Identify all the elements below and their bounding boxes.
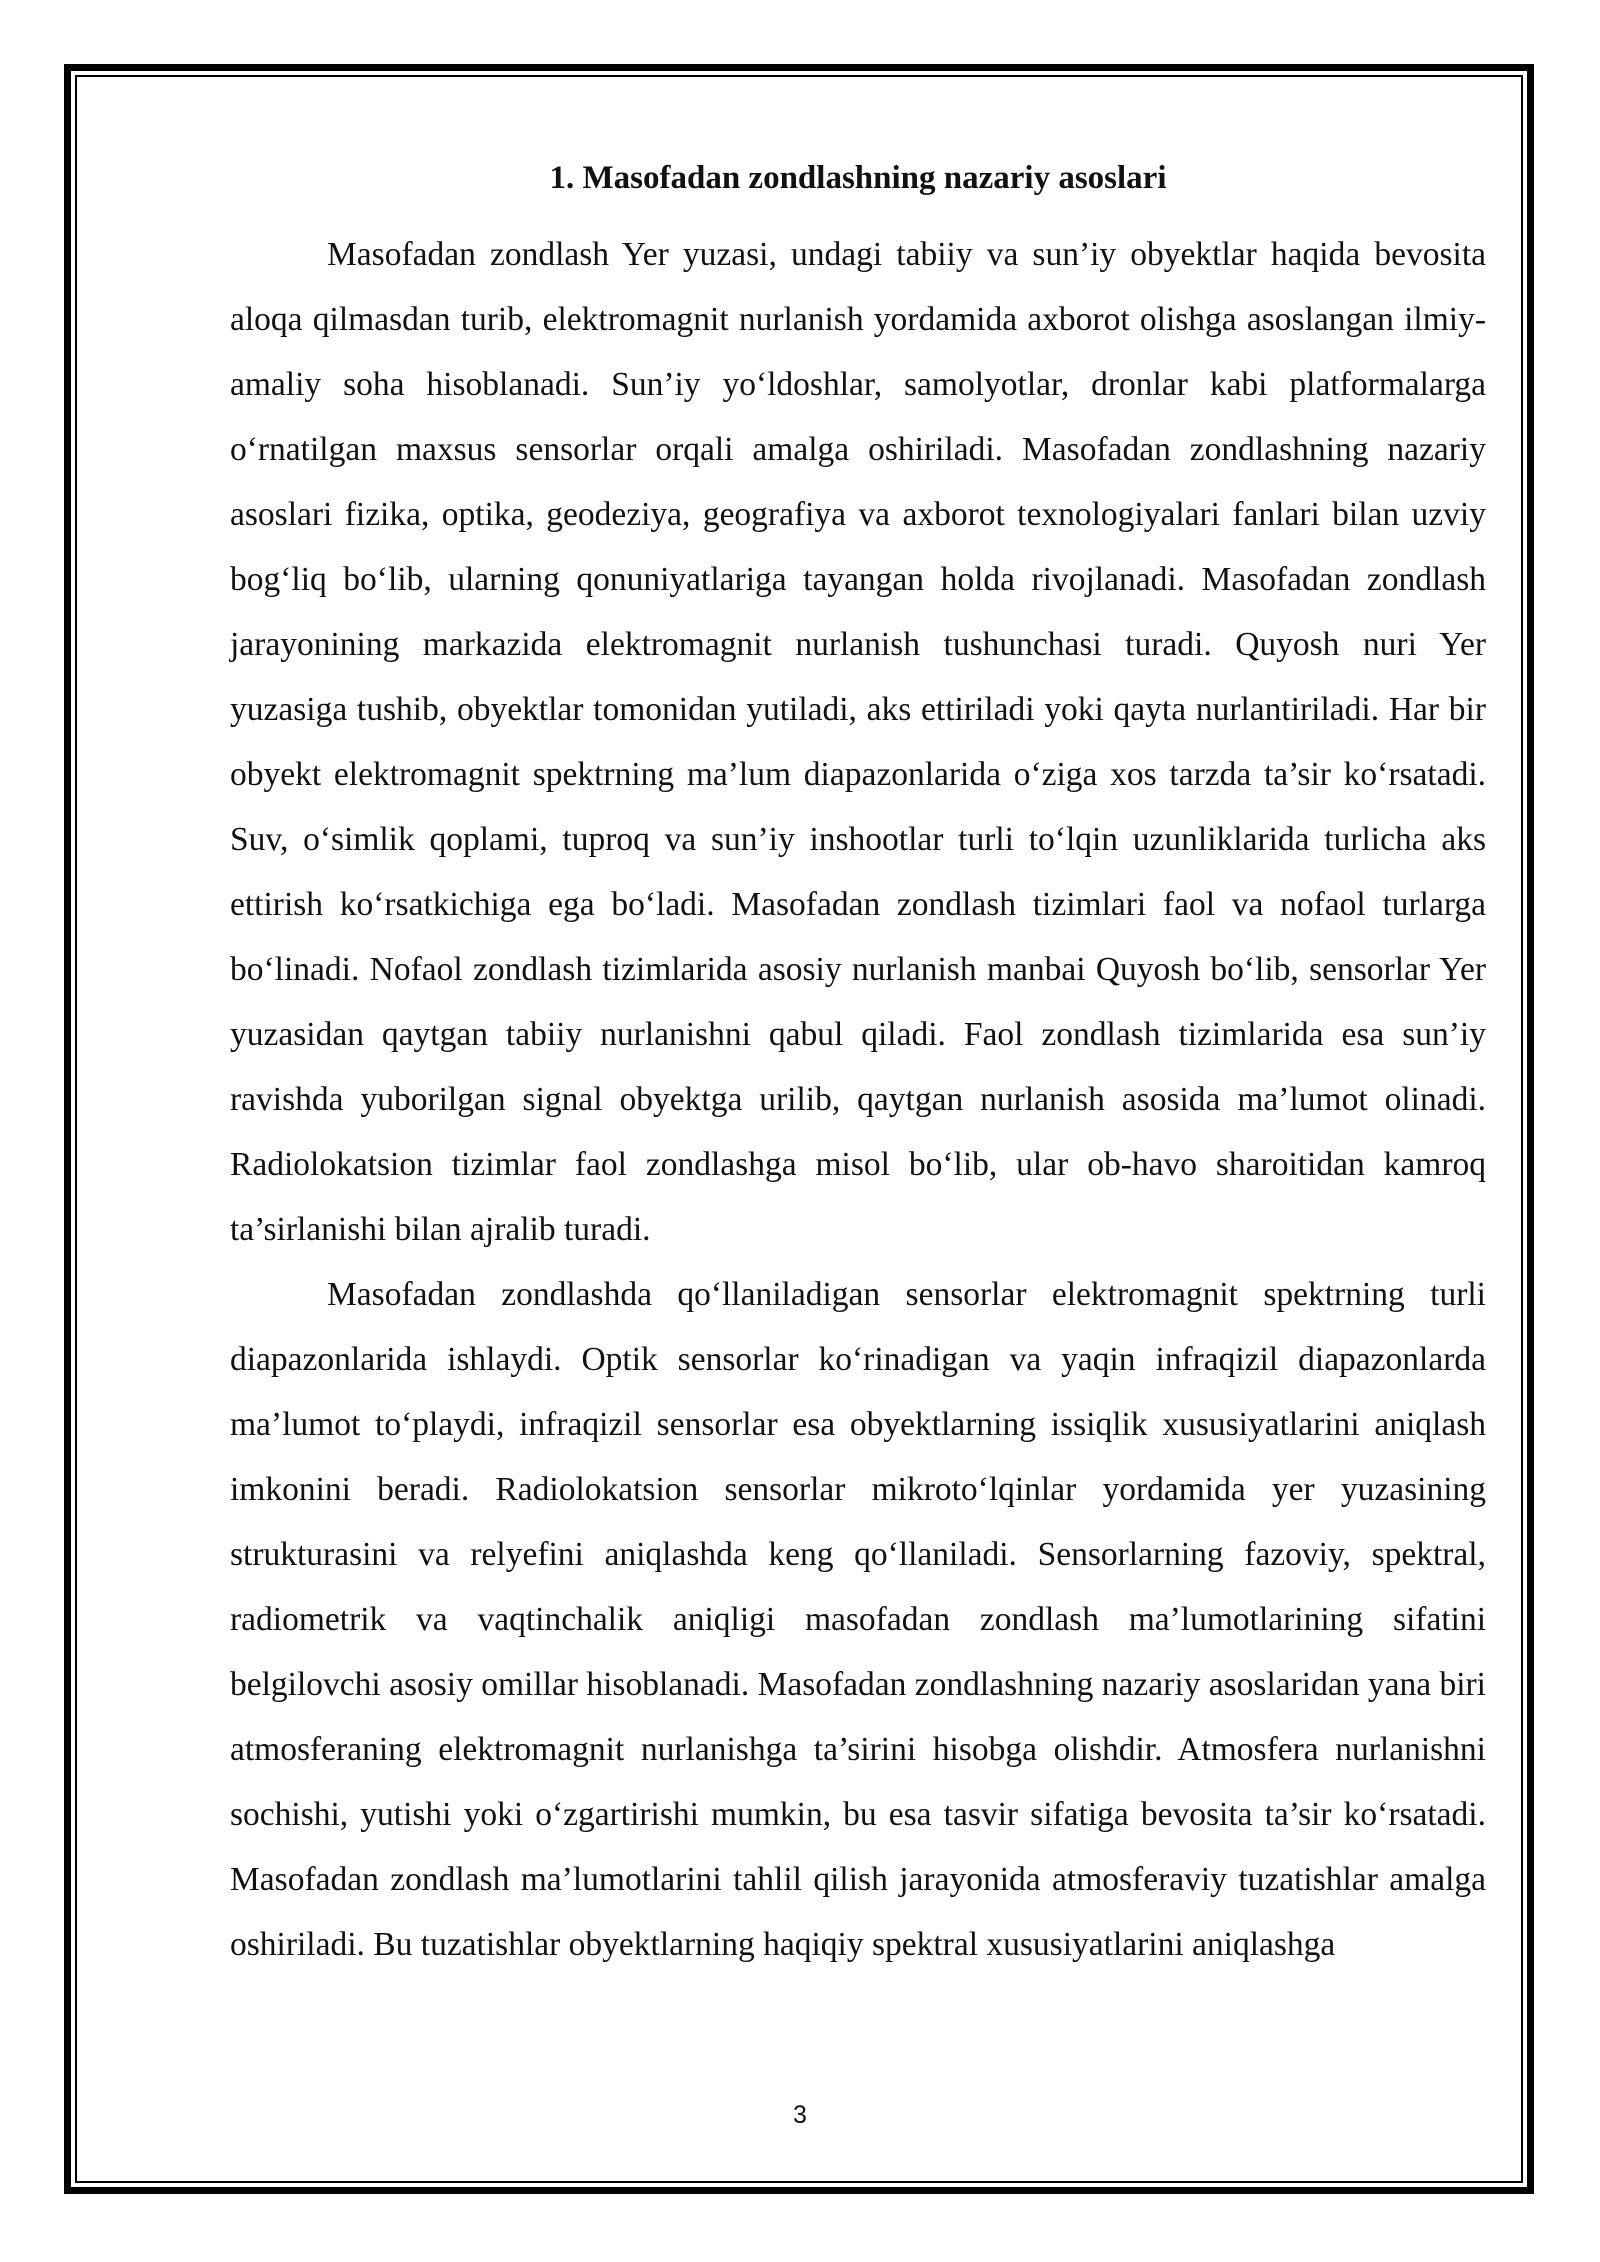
section-heading: 1. Masofadan zondlashning nazariy asoslari xyxy=(549,160,1167,196)
page-content xyxy=(230,150,1486,1977)
paragraph-2: Masofadan zondlashda qo‘llaniladigan sensorlar elektromagnit spektrning turli diapazonlarida ishlaydi. Optik sensorlar ko‘rinadigan va yaqin infraqizil diapazonlarda ma’lumot to‘playdi, infraqizil sensorlar esa obyektlarning issiqlik xususiyatlarini aniqlash imkonini beradi. Radiolokatsion sensorlar mikroto‘lqinlar yordamida yer yuzasining strukturasini va relyefini aniqlashda keng qo‘llaniladi. Sensorlarning fazoviy, spektral, radiometrik va vaqtinchalik aniqligi masofadan zondlash ma’lumotlarining sifatini belgilovchi asosiy omillar hisoblanadi. Masofadan zondlashning nazariy asoslaridan yana biri atmosferaning elektromagnit nurlanishga ta’sirini hisobga olishdir. Atmosfera nurlanishni sochishi, yutishi yoki o‘zgartirishi mumkin, bu esa tasvir sifatiga bevosita ta’sir ko‘rsatadi. Masofadan zondlash ma’lumotlarini tahlil qilish jarayonida atmosferaviy tuzatishlar amalga oshiriladi. Bu tuzatishlar obyektlarning haqiqiy spektral xususiyatlarini aniqlashga xyxy=(230,1276,1486,1963)
page-number: 3 xyxy=(793,2101,807,2129)
paragraph-1: Masofadan zondlash Yer yuzasi, undagi tabiiy va sun’iy obyektlar haqida bevosita aloqa qilmasdan turib, elektromagnit nurlanish yordamida axborot olishga asoslangan ilmiy-amaliy soha hisoblanadi. Sun’iy yo‘ldoshlar, samolyotlar, dronlar kabi platformalarga o‘rnatilgan maxsus sensorlar orqali amalga oshiriladi. Masofadan zondlashning nazariy asoslari fizika, optika, geodeziya, geografiya va axborot texnologiyalari fanlari bilan uzviy bog‘liq bo‘lib, ularning qonuniyatlariga tayangan holda rivojlanadi. Masofadan zondlash jarayonining markazida elektromagnit nurlanish tushunchasi turadi. Quyosh nuri Yer yuzasiga tushib, obyektlar tomonidan yutiladi, aks ettiriladi yoki qayta nurlantiriladi. Har bir obyekt elektromagnit spektrning ma’lum diapazonlarida o‘ziga xos tarzda ta’sir ko‘rsatadi. Suv, o‘simlik qoplami, tuproq va sun’iy inshootlar turli to‘lqin uzunliklarida turlicha aks ettirish ko‘rsatkichiga ega bo‘ladi. Masofadan zondlash tizimlari faol va nofaol turlarga bo‘linadi. Nofaol zondlash tizimlarida asosiy nurlanish manbai Quyosh bo‘lib, sensorlar Yer yuzasidan qaytgan tabiiy nurlanishni qabul qiladi. Faol zondlash tizimlarida esa sun’iy ravishda yuborilgan signal obyektga urilib, qaytgan nurlanish asosida ma’lumot olinadi. Radiolokatsion tizimlar faol zondlashga misol bo‘lib, ular ob-havo sharoitidan kamroq ta’sirlanishi bilan ajralib turadi. xyxy=(230,236,1486,1248)
